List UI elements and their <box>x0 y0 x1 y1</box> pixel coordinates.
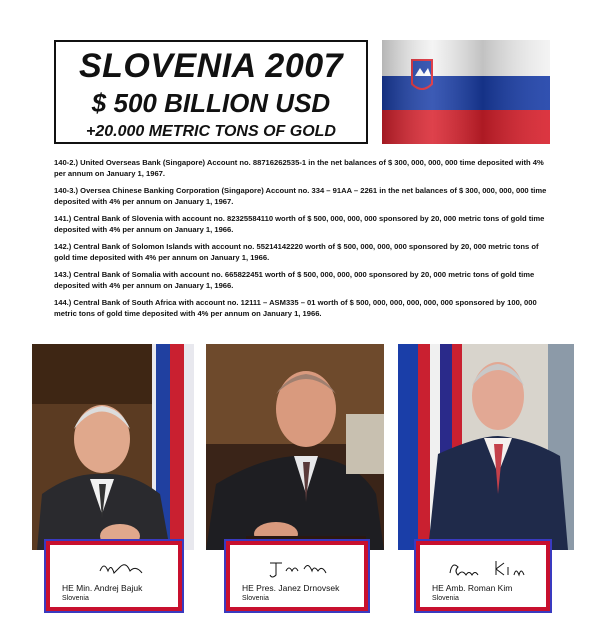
signatory-country: Slovenia <box>432 595 459 602</box>
gold-heading: +20.000 METRIC TONS OF GOLD <box>86 123 336 140</box>
signatory-name: HE Amb. Roman Kim <box>432 583 513 593</box>
signatory-name: HE Min. Andrej Bajuk <box>62 583 143 593</box>
title-box <box>54 40 368 144</box>
paragraph-141: 141.) Central Bank of Slovenia with account no. 82325584110 worth of $ 500, 000, 000, 000 sponsored by 20, 000 metric tons of gold time deposited with 4% per annum on January 1, 1966. <box>54 214 545 234</box>
photo-kim <box>398 344 574 550</box>
signatory-country: Slovenia <box>242 595 269 602</box>
signatory-country: Slovenia <box>62 595 89 602</box>
slovenia-flag-icon <box>382 40 550 144</box>
paragraph-144: 144.) Central Bank of South Africa with account no. 12111 – ASM335 – 01 worth of $ 500, 000, 000, 000, 000, 000 sponsored by 100, 000 metric tons of gold time deposited with 4% per annum on January 1, 1966. <box>54 298 537 318</box>
paragraph-142: 142.) Central Bank of Solomon Islands with account no. 55214142220 worth of $ 500, 000, 000, 000 sponsored by 20, 000 metric tons of gold time deposited with 4% per annum on January 1, 1966. <box>54 242 539 262</box>
signature-card-drnovsek <box>226 541 368 611</box>
account-list <box>54 157 552 325</box>
photo-bajuk <box>32 344 194 550</box>
signature-kim <box>430 553 538 581</box>
page-title: SLOVENIA 2007 <box>78 47 344 85</box>
signature-bajuk <box>60 553 170 581</box>
signatory-name: HE Pres. Janez Drnovsek <box>242 583 340 593</box>
signature-drnovsek <box>240 553 356 581</box>
amount-heading: $ 500 BILLION USD <box>91 88 331 118</box>
photo-drnovsek <box>206 344 384 550</box>
paragraph-140-2: 140-2.) United Overseas Bank (Singapore) Account no. 88716262535-1 in the net balances of $ 300, 000, 000, 000 time deposited with 4% per annum on January 1, 1967. <box>54 158 544 178</box>
signature-card-kim <box>416 541 550 611</box>
signature-card-bajuk <box>46 541 182 611</box>
paragraph-143: 143.) Central Bank of Somalia with account no. 665822451 worth of $ 500, 000, 000, 000 sponsored by 20, 000 metric tons of gold time deposited with 4% per annum on January 1, 1966. <box>54 270 535 290</box>
paragraph-140-3: 140-3.) Oversea Chinese Banking Corporation (Singapore) Account no. 334 – 91AA – 2261 in the net balances of $ 300, 000, 000, 000 time deposited with 4% per annum on January 1, 1967. <box>54 186 547 206</box>
